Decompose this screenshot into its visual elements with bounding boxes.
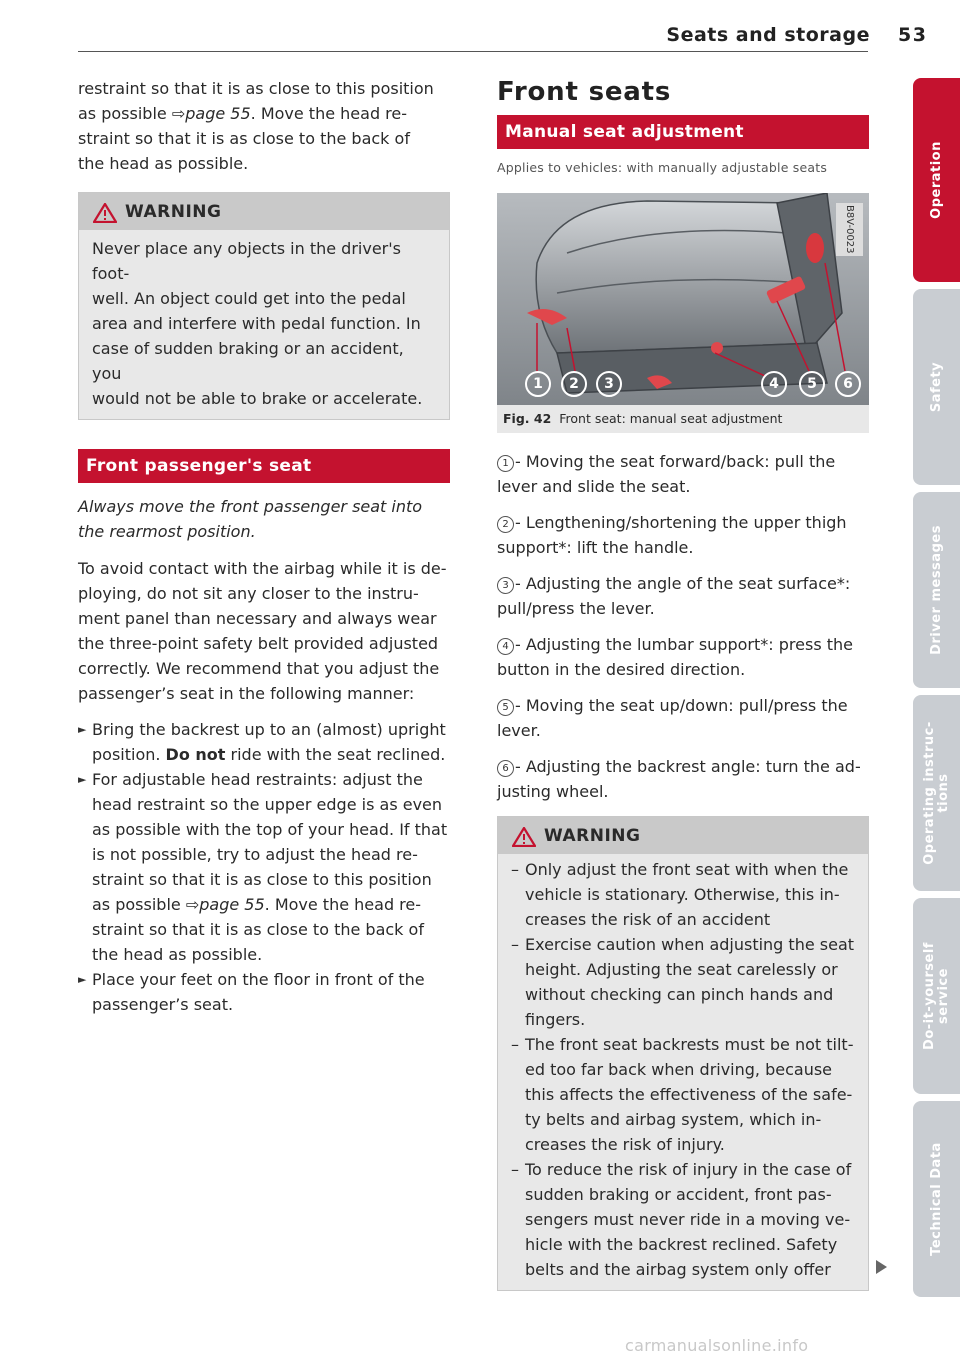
callout-4: 4: [761, 371, 787, 397]
list-item: 5 - Moving the seat up/down: pull/press the lever.: [497, 696, 848, 740]
footer-watermark: carmanualsonline.info: [625, 1336, 809, 1355]
left-column: [78, 76, 450, 1017]
warning-box: [78, 192, 450, 420]
list-item: ► Bring the backrest up to an (almost) upright position. Do not ride with the seat reclined.: [78, 717, 450, 767]
list-item: – Exercise caution when adjusting the seat height. Adjusting the seat carelessly or without checking can pinch hands and fingers.: [511, 935, 855, 1029]
bullet-arrow-icon: ►: [78, 773, 87, 786]
number-badge: 5: [497, 699, 514, 716]
tab-operating-instructions[interactable]: Operating instruc- tions: [913, 695, 960, 891]
xref-arrow-icon: ⇨: [185, 895, 200, 914]
section-heading: Front seats: [497, 77, 672, 107]
list-item: 1 - Moving the seat forward/back: pull the lever and slide the seat.: [497, 452, 836, 496]
list-item: 6 - Adjusting the backrest angle: turn the ad- justing wheel.: [497, 757, 861, 801]
number-badge: 2: [497, 516, 514, 533]
steps-list: [78, 717, 450, 1017]
warning-header: [79, 193, 449, 230]
warning-header: [498, 817, 868, 854]
list-item: 4 - Adjusting the lumbar support*: press the button in the desired direction.: [497, 635, 853, 679]
callout-1: 1: [525, 371, 551, 397]
running-header-title: Seats and storage: [666, 24, 870, 46]
body-paragraph: To avoid contact with the airbag while it is de- ploying, do not sit any closer to the instru- ment panel than necessary and always wear the three-point safety belt provided adjusted correctly. We recommend that you adjust the passenger’s seat in the following manner:: [78, 559, 447, 703]
page-link[interactable]: page 55: [185, 104, 251, 123]
applies-to-note: Applies to vehicles: with manually adjustable seats: [497, 160, 828, 175]
list-item: ► For adjustable head restraints: adjust the head restraint so the upper edge is as even as possible with the top of your head. If that is not possible, try to adjust the head re- straint so that it is as close to this position as possible ⇨page 55. Move the head re- straint so that it is as close to the back of the head as possible.: [78, 767, 450, 967]
bullet-arrow-icon: ►: [78, 973, 87, 986]
section-title-front-passenger-seat: Front passenger's seat: [78, 449, 450, 483]
number-badge: 6: [497, 760, 514, 777]
right-column: [497, 76, 869, 1291]
number-badge: 4: [497, 638, 514, 655]
callout-2: 2: [561, 371, 587, 397]
warning-text: [498, 854, 868, 1290]
warning-title: WARNING: [544, 826, 641, 846]
list-item: – The front seat backrests must be not tilt- ed too far back when driving, because this affects the effectiveness of the safe- ty belts and airbag system, which in- creases the risk of injury.: [511, 1035, 854, 1154]
tab-driver-messages[interactable]: Driver messages: [913, 492, 960, 688]
list-item: – To reduce the risk of injury in the case of sudden braking or accident, front pas- sengers must never ride in a moving ve- hicle with the backrest reclined. Safety belts and the airbag system only offer: [511, 1160, 852, 1279]
intro-paragraph: restraint so that it is as close to this position as possible ⇨page 55. Move the head re- straint so that it is as close to the back of the head as possible.: [78, 79, 434, 173]
warning-triangle-icon: [512, 827, 536, 847]
control-descriptions: [497, 449, 869, 804]
figure-code: B8V-0023: [836, 203, 863, 256]
subsection-title: Manual seat adjustment: [497, 115, 869, 149]
bullet-arrow-icon: ►: [78, 723, 87, 736]
tab-operation[interactable]: Operation: [913, 78, 960, 282]
number-badge: 1: [497, 455, 514, 472]
warning-triangle-icon: [93, 203, 117, 223]
list-item: 3 - Adjusting the angle of the seat surface*: pull/press the lever.: [497, 574, 851, 618]
callout-6: 6: [835, 371, 861, 397]
list-item: ► Place your feet on the floor in front of the passenger’s seat.: [78, 967, 450, 1017]
callout-5: 5: [799, 371, 825, 397]
warning-title: WARNING: [125, 202, 222, 222]
header-rule: [78, 51, 868, 52]
warning-box: [497, 816, 869, 1291]
seat-figure: [497, 193, 869, 405]
warning-text: Never place any objects in the driver's foot- well. An object could get into the pedal area and interfere with pedal function. In case of sudden braking or an accident, you would not be able to brake or accelerate.: [92, 239, 423, 408]
italic-note: Always move the front passenger seat into the rearmost position.: [78, 497, 423, 541]
continue-arrow-icon: [876, 1260, 887, 1274]
figure-caption: Fig. 42 Front seat: manual seat adjustment: [497, 405, 869, 433]
callout-3: 3: [596, 371, 622, 397]
number-badge: 3: [497, 577, 514, 594]
list-item: 2 - Lengthening/shortening the upper thigh support*: lift the handle.: [497, 513, 847, 557]
tab-technical-data[interactable]: Technical Data: [913, 1101, 960, 1297]
page-link[interactable]: page 55: [199, 895, 265, 914]
tab-do-it-yourself-service[interactable]: Do-it-yourself service: [913, 898, 960, 1094]
page-number: 53: [898, 24, 928, 46]
list-item: – Only adjust the front seat with when the vehicle is stationary. Otherwise, this in- creases the risk of an accident: [511, 860, 849, 929]
tab-safety[interactable]: Safety: [913, 289, 960, 485]
xref-arrow-icon: ⇨: [171, 104, 186, 123]
